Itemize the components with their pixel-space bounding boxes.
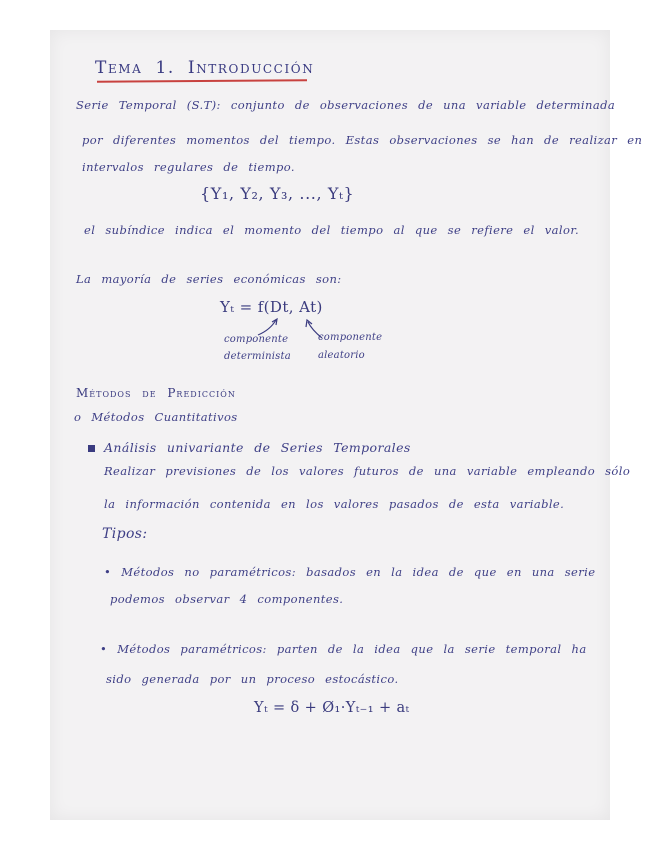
definition-line-1: Serie Temporal (S.T): conjunto de observaciones de una variable determinada: [76, 98, 616, 112]
random-label-1: componente: [318, 332, 383, 343]
nonparam-line-1: • Métodos no paramétricos: basados en la idea de que en una serie: [104, 565, 596, 579]
bullet-square-icon: [88, 445, 95, 452]
param-line-1: • Métodos paramétricos: parten de la idea que la serie temporal ha: [100, 642, 587, 656]
analysis-line-1: Realizar previsiones de los valores futuros de una variable empleando sólo: [104, 464, 631, 478]
subscript-note: el subíndice indica el momento del tiempo al que se refiere el valor.: [84, 223, 580, 237]
analysis-title: Análisis univariante de Series Temporales: [104, 440, 411, 455]
page-title: Tema 1. Introducción: [95, 58, 315, 78]
series-formula: {Y₁, Y₂, Y₃, ..., Yₜ}: [200, 184, 355, 203]
definition-line-3: intervalos regulares de tiempo.: [82, 160, 295, 174]
random-label-2: aleatorio: [318, 350, 365, 361]
methods-heading: Métodos de Predicción: [76, 386, 236, 400]
nonparam-line-2: podemos observar 4 componentes.: [110, 592, 344, 606]
methods-subheading: o Métodos Cuantitativos: [74, 410, 238, 424]
economic-series-intro: La mayoría de series económicas son:: [76, 272, 342, 286]
deterministic-label-2: determinista: [224, 351, 291, 362]
types-heading: Tipos:: [102, 526, 148, 542]
decomposition-formula: Yₜ = f(Dt, At): [220, 298, 323, 316]
definition-line-2: por diferentes momentos del tiempo. Estas observaciones se han de realizar en: [82, 133, 643, 147]
ar-process-formula: Yₜ = δ + Ø₁·Yₜ₋₁ + aₜ: [254, 700, 410, 716]
analysis-line-2: la información contenida en los valores pasados de esta variable.: [104, 497, 565, 511]
param-line-2: sido generada por un proceso estocástico.: [106, 672, 399, 686]
deterministic-label-1: componente: [224, 334, 289, 345]
